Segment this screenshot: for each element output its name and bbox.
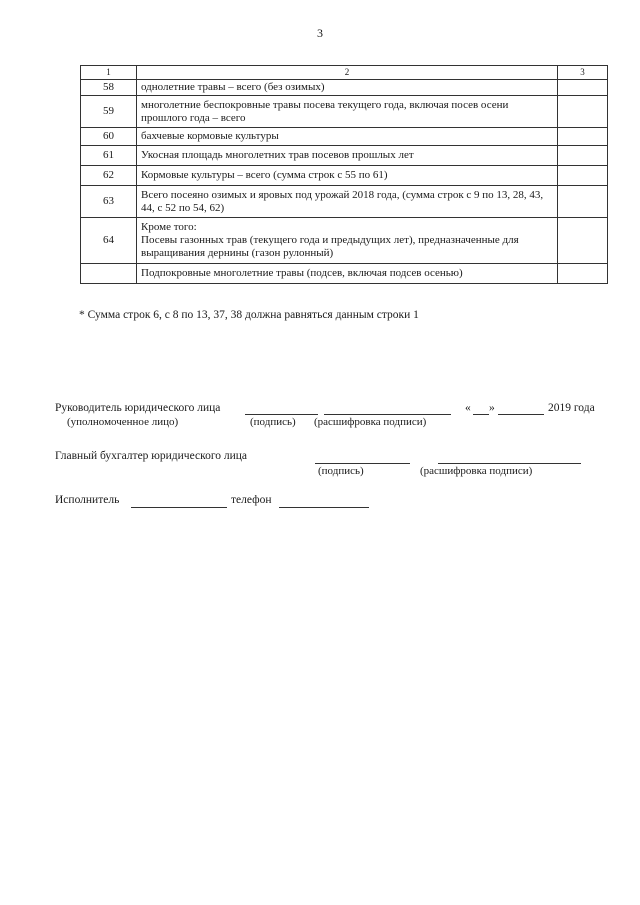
accountant-decoding-line[interactable]	[438, 463, 581, 464]
table-row	[81, 146, 608, 166]
head-signature-line[interactable]	[245, 414, 318, 415]
executor-line[interactable]	[131, 507, 227, 508]
table-row	[81, 186, 608, 218]
value-cell[interactable]	[558, 146, 608, 166]
accountant-label: Главный бухгалтер юридического лица	[55, 450, 248, 462]
accountant-decoding-caption: (расшифровка подписи)	[420, 465, 533, 477]
date-close-quote: »	[489, 402, 495, 414]
accountant-signature-line[interactable]	[315, 463, 410, 464]
row-label: многолетние беспокровные травы посева текущего года, включая посев осени прошлого года – всего	[137, 96, 558, 128]
phone-label: телефон	[231, 494, 272, 506]
header-col-3: 3	[558, 66, 608, 80]
row-label: бахчевые кормовые культуры	[137, 128, 558, 146]
row-label: Подпокровные многолетние травы (подсев, включая подсев осенью)	[137, 264, 558, 284]
row-label: Всего посеяно озимых и яровых под урожай 2018 года, (сумма строк с 9 по 13, 28, 43, 44, с 52 по 54, 62)	[137, 186, 558, 218]
accountant-signature-caption: (подпись)	[318, 465, 364, 477]
table-row	[81, 264, 608, 284]
row-number	[81, 264, 137, 284]
head-signature-caption: (подпись)	[250, 416, 296, 428]
row-number: 64	[81, 218, 137, 264]
row-label: Кормовые культуры – всего (сумма строк с 55 по 61)	[137, 166, 558, 186]
date-open-quote: «	[465, 402, 471, 414]
value-cell[interactable]	[558, 218, 608, 264]
head-decoding-caption: (расшифровка подписи)	[314, 416, 427, 428]
row-number: 61	[81, 146, 137, 166]
row-label: однолетние травы – всего (без озимых)	[137, 80, 558, 96]
date-month-line[interactable]	[498, 414, 544, 415]
date-day-line[interactable]	[473, 414, 489, 415]
row-label-line1: Кроме того:	[141, 221, 197, 233]
page-number: 3	[317, 26, 323, 40]
table-header-row	[81, 66, 608, 80]
row-number: 62	[81, 166, 137, 186]
row-number: 60	[81, 128, 137, 146]
value-cell[interactable]	[558, 128, 608, 146]
head-label: Руководитель юридического лица	[55, 402, 221, 414]
year-text: 2019 года	[548, 402, 595, 414]
row-label-line2: Посевы газонных трав (текущего года и предыдущих лет), предназначенные для выращивания дернины (газон рулонный)	[141, 234, 519, 259]
executor-label: Исполнитель	[55, 494, 120, 506]
footnote: * Сумма строк 6, с 8 по 13, 37, 38 должна равняться данным строки 1	[79, 309, 419, 321]
row-label: Укосная площадь многолетних трав посевов прошлых лет	[137, 146, 558, 166]
header-col-1: 1	[81, 66, 137, 80]
value-cell[interactable]	[558, 166, 608, 186]
value-cell[interactable]	[558, 186, 608, 218]
value-cell[interactable]	[558, 80, 608, 96]
head-decoding-line[interactable]	[324, 414, 451, 415]
table-row	[81, 128, 608, 146]
value-cell[interactable]	[558, 264, 608, 284]
row-number: 59	[81, 96, 137, 128]
head-sublabel: (уполномоченное лицо)	[67, 416, 179, 428]
row-label	[137, 218, 558, 264]
table-row	[81, 80, 608, 96]
form-table	[80, 65, 608, 284]
table-row	[81, 218, 608, 264]
row-number: 63	[81, 186, 137, 218]
table-row	[81, 166, 608, 186]
row-number: 58	[81, 80, 137, 96]
header-col-2: 2	[137, 66, 558, 80]
value-cell[interactable]	[558, 96, 608, 128]
phone-line[interactable]	[279, 507, 369, 508]
table-row	[81, 96, 608, 128]
